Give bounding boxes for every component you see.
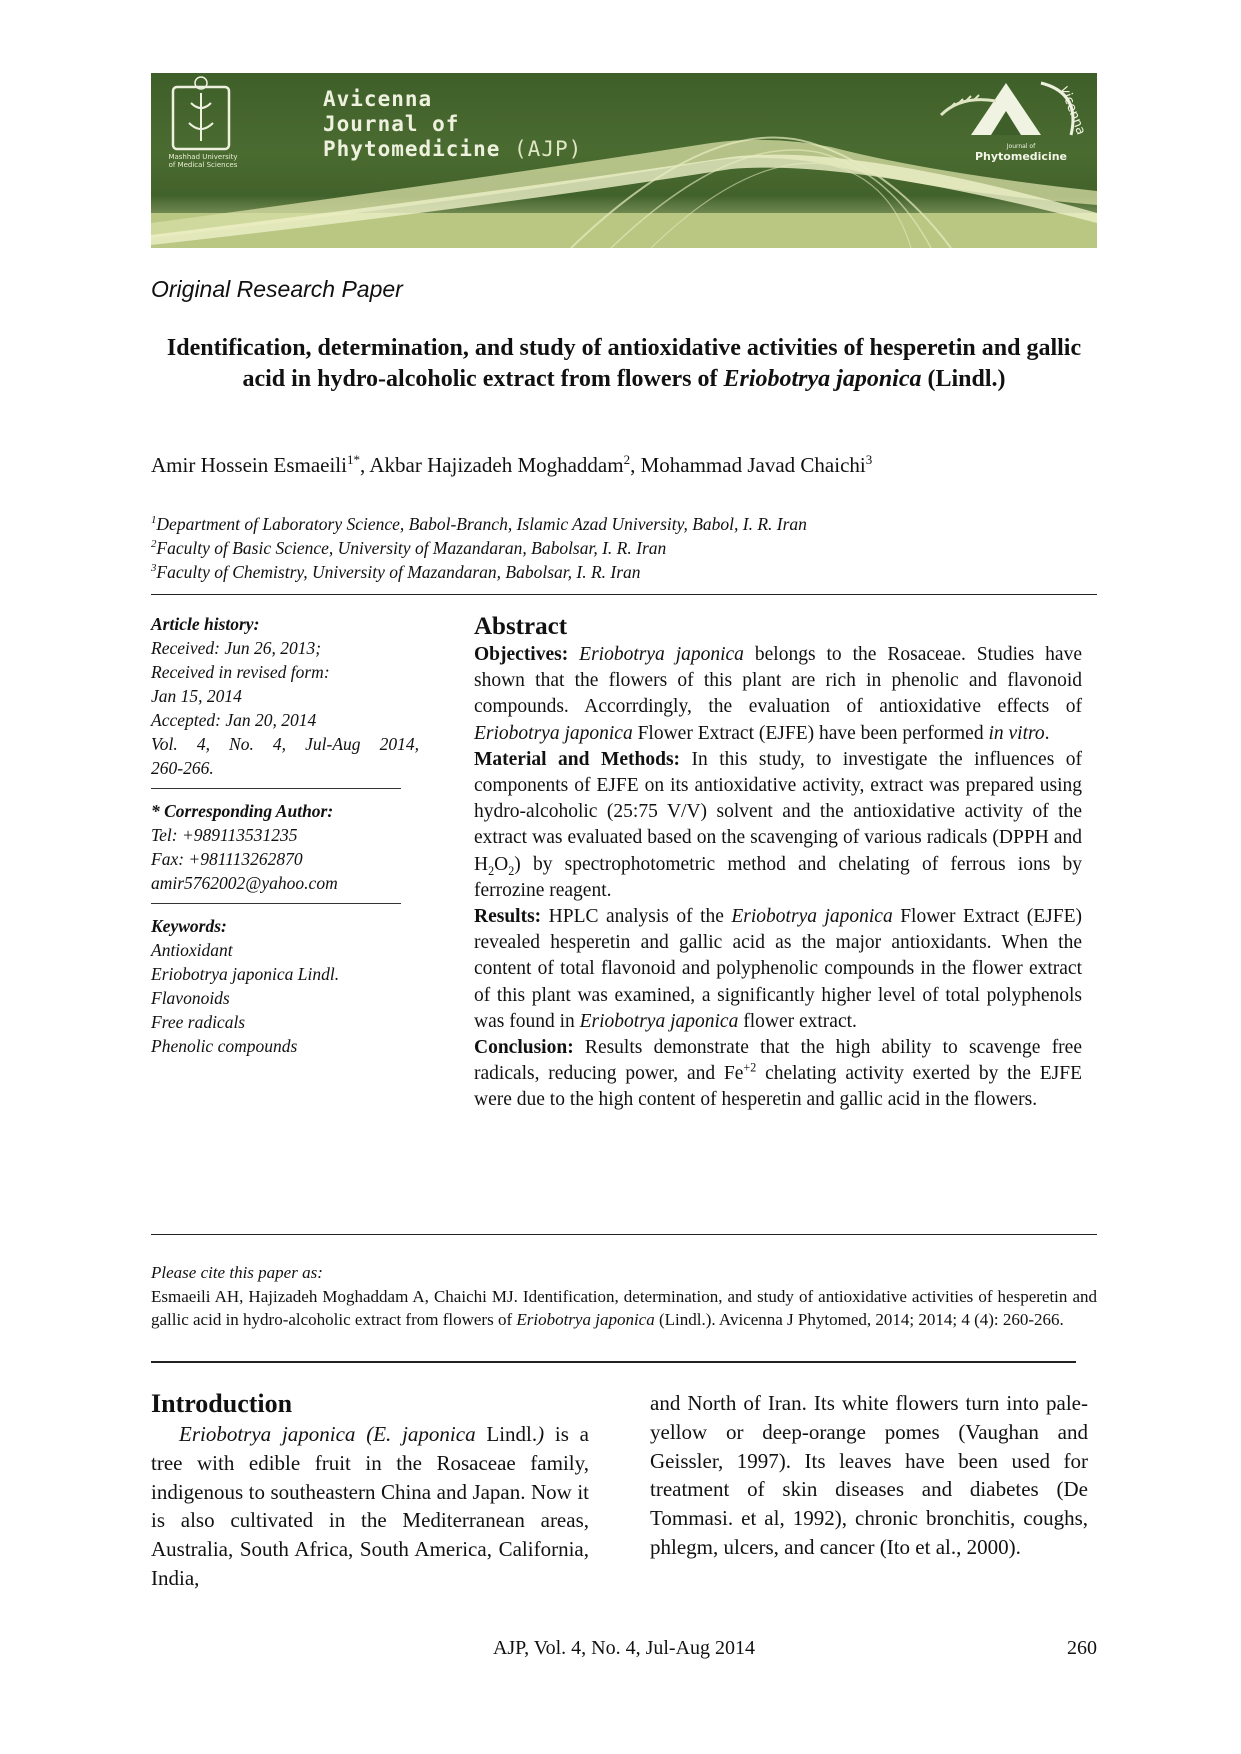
abstract-conclusion xyxy=(474,1035,1082,1114)
citation-label: Please cite this paper as: xyxy=(151,1263,323,1282)
university-label-line-2: of Medical Sciences xyxy=(168,161,238,169)
university-seal-icon xyxy=(173,77,229,149)
logo-caption-big: Phytomedicine xyxy=(974,150,1068,163)
info-divider xyxy=(151,903,401,904)
journal-abbreviation: (AJP) xyxy=(514,137,583,161)
logo-vertical-text xyxy=(1056,77,1097,147)
methods-label: Material and Methods: xyxy=(474,748,681,770)
citation-block xyxy=(151,1261,1097,1332)
author-affiliation-mark: 1* xyxy=(346,452,360,467)
affiliation xyxy=(151,560,1097,584)
corresponding-tel: Tel: +989113531235 xyxy=(151,825,298,845)
objectives-text: Flower Extract (EJFE) have been performed xyxy=(632,722,989,744)
author-name: Akbar Hajizadeh Moghaddam xyxy=(369,453,624,477)
abstract-objectives xyxy=(474,642,1082,747)
citation-divider xyxy=(151,1361,1076,1363)
abstract-heading: Abstract xyxy=(474,613,568,640)
page-number: 260 xyxy=(1067,1637,1097,1659)
introduction-right-column xyxy=(650,1389,1088,1562)
abstract xyxy=(474,612,1082,1114)
revised-label: Received in revised form: xyxy=(151,662,330,682)
title-species: Eriobotrya japonica xyxy=(723,366,922,392)
species-name: Eriobotrya japonica xyxy=(731,906,893,928)
abstract-divider xyxy=(151,1234,1097,1235)
volume-info: Vol. 4, No. 4, Jul-Aug 2014, xyxy=(151,734,419,754)
citation-text: (Lindl.). Avicenna J Phytomed, 2014; 2014; 4 (4): 260-266. xyxy=(654,1310,1064,1329)
article-info xyxy=(151,612,419,1058)
species-name: Eriobotrya japonica xyxy=(579,644,744,665)
keyword: Antioxidant xyxy=(151,940,233,960)
author-list xyxy=(151,453,1097,478)
introduction-text: is a tree with edible fruit in the Rosaceae family, indigenous to southeastern China and Japan. Now it is also cultivated in the Mediterranean areas, Australia, South Africa, South America, California, India, xyxy=(151,1422,590,1590)
journal-title-line-3 xyxy=(323,137,582,162)
species-name: Eriobotrya japonica (E. japonica xyxy=(179,1422,476,1446)
conclusion-text: Results demonstrate that the high ability to scavenge free radicals, reducing power, and Fe xyxy=(474,1037,1082,1085)
keyword: Free radicals xyxy=(151,1012,246,1032)
journal-banner xyxy=(151,73,1097,248)
affiliation-text: Department of Laboratory Science, Babol-Branch, Islamic Azad University, Babol, I. R. Iran xyxy=(156,514,807,534)
author-separator: , xyxy=(360,453,370,477)
info-divider xyxy=(151,788,401,789)
affiliation-number: 3 xyxy=(151,562,157,575)
affiliation xyxy=(151,536,1097,560)
affiliation-number: 2 xyxy=(151,538,157,551)
methods-text: In this study, to investigate the influences of components of EJFE on its antioxidative activity, extract was prepared using hydro-alcoholic (25:75 V/V) solvent and the antioxidative activity of the extract was evaluated based on the scavenging of various radicals (DPPH and H xyxy=(474,748,1083,875)
results-text: Flower Extract (EJFE) revealed hesperetin and gallic acid as the major antioxidants. When the content of total flavonoid and polyphenolic compounds in the flower extract of this plant was examined, a significantly higher level of total polyphenols was found in xyxy=(474,906,1082,1032)
introduction-heading: Introduction xyxy=(151,1389,293,1418)
corresponding-fax: Fax: +981113262870 xyxy=(151,849,303,869)
received-date: Received: Jun 26, 2013; xyxy=(151,638,322,658)
objectives-label: Objectives: xyxy=(474,644,569,665)
species-name: Eriobotrya japonica xyxy=(516,1310,655,1329)
university-label-line-1: Mashhad University xyxy=(168,153,238,161)
journal-title xyxy=(323,87,582,162)
objectives-text: belongs to the Rosaceae. Studies have shown that the flowers of this plant are rich in phenolic and flavonoid compounds. Accorrdingly, the evaluation of antioxidative effects of xyxy=(474,644,1082,718)
subscript: 2 xyxy=(508,863,515,878)
affiliation-text: Faculty of Chemistry, University of Mazandaran, Babolsar, I. R. Iran xyxy=(156,562,641,582)
species-name: Eriobotrya japonica xyxy=(579,1010,739,1032)
paper-type: Original Research Paper xyxy=(151,276,403,302)
keyword: Eriobotrya japonica Lindl. xyxy=(151,964,340,984)
logo-caption-small: Journal of xyxy=(1006,143,1036,150)
article-history-heading: Article history: xyxy=(151,614,260,634)
affiliation-number: 1 xyxy=(151,514,157,527)
subscript: 2 xyxy=(488,863,495,878)
species-name: Eriobotrya japonica xyxy=(474,722,633,744)
conclusion-text: chelating activity exerted by the EJFE were due to the high content of hesperetin and gallic acid in the flowers. xyxy=(474,1063,1082,1111)
author-affiliation-mark: 3 xyxy=(865,452,873,467)
affiliation xyxy=(151,512,1097,536)
journal-name: Phytomedicine xyxy=(323,137,501,161)
introduction-text: ) xyxy=(537,1422,545,1446)
accepted-date: Accepted: Jan 20, 2014 xyxy=(151,710,317,730)
journal-title-line-1: Avicenna xyxy=(323,87,433,111)
conclusion-label: Conclusion: xyxy=(474,1037,574,1059)
methods-text: O xyxy=(494,853,509,875)
footer-journal-info: AJP, Vol. 4, No. 4, Jul-Aug 2014 xyxy=(492,1637,756,1659)
in-vitro-term: in vitro xyxy=(988,722,1045,744)
author-name: Amir Hossein Esmaeili xyxy=(151,453,347,477)
abstract-results xyxy=(474,904,1082,1035)
results-text: HPLC analysis of the xyxy=(541,906,732,928)
introduction-paragraph xyxy=(151,1420,589,1593)
superscript: +2 xyxy=(743,1060,757,1075)
corresponding-author-heading: * Corresponding Author: xyxy=(151,801,334,821)
affiliation-text: Faculty of Basic Science, University of Mazandaran, Babolsar, I. R. Iran xyxy=(156,538,667,558)
revised-date: Jan 15, 2014 xyxy=(151,686,242,706)
author-name: Mohammad Javad Chaichi xyxy=(640,453,866,477)
methods-text: ) by spectrophotometric method and chelating of ferrous ions by ferrozine reagent. xyxy=(474,853,1082,901)
avicenna-logo-icon xyxy=(941,83,1073,135)
keywords-heading: Keywords: xyxy=(151,916,227,936)
corresponding-email[interactable]: amir5762002@yahoo.com xyxy=(151,873,338,893)
results-text: flower extract. xyxy=(738,1010,857,1032)
keyword: Flavonoids xyxy=(151,988,230,1008)
page-range: 260-266. xyxy=(151,758,214,778)
objectives-text: . xyxy=(1044,722,1050,744)
citation-text: Esmaeili AH, Hajizadeh Moghaddam A, Chaichi MJ. Identification, determination, and study of antioxidative activities of hesperetin and gallic acid in hydro-alcoholic extract from flowers of xyxy=(151,1286,1097,1329)
keyword: Phenolic compounds xyxy=(151,1036,298,1056)
affiliations xyxy=(151,512,1097,584)
title-text: Identification, determination, and study of antioxidative activities of hesperetin and gallic acid in hydro-alcoholic extract from flowers of xyxy=(166,335,1082,392)
introduction-paragraph: and North of Iran. Its white flowers turn into pale-yellow or deep-orange pomes (Vaughan and Geissler, 1997). Its leaves have been used for treatment of skin diseases and diabetes (De Tommasi. et al, 1992), chronic bronchitis, coughs, phlegm, ulcers, and cancer (Ito et al., 2000). xyxy=(650,1391,1088,1559)
logo-vertical-word: vicenna xyxy=(1056,84,1089,137)
introduction-left-column xyxy=(151,1388,589,1593)
introduction-text: Lindl. xyxy=(475,1422,538,1446)
author-separator: , xyxy=(630,453,641,477)
title-authority: (Lindl.) xyxy=(921,366,1006,392)
journal-title-line-2: Journal of xyxy=(323,112,460,136)
results-label: Results: xyxy=(474,906,542,928)
author-affiliation-mark: 2 xyxy=(623,452,631,467)
abstract-methods xyxy=(474,747,1082,904)
university-label xyxy=(155,153,251,169)
paper-title xyxy=(151,333,1097,395)
header-divider xyxy=(151,594,1097,595)
